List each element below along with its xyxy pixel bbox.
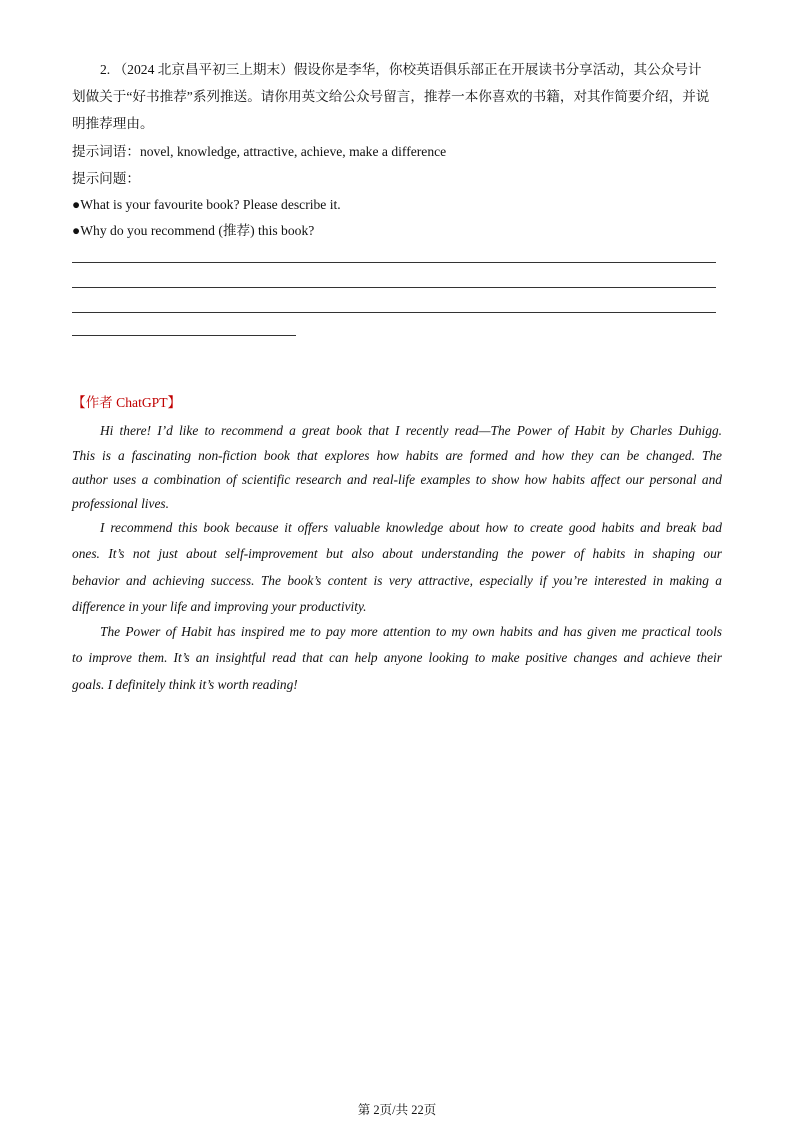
answer-line bbox=[72, 287, 716, 288]
answer-line bbox=[72, 335, 296, 336]
question-line-1: 2. （2024 北京昌平初三上期末）假设你是李华，你校英语俱乐部正在开展读书分享活动，其公众号计 bbox=[100, 62, 702, 77]
essay-line: goals. I definitely think it’s worth reading! bbox=[72, 677, 298, 692]
page-number: 第 2页/共 22页 bbox=[357, 1103, 437, 1117]
hint-words: 提示词语：novel, knowledge, attractive, achieve, make a difference bbox=[72, 144, 447, 159]
essay-line: This is a fascinating non-fiction book that explores how habits are formed and how they can be changed. The bbox=[72, 448, 722, 463]
essay-line: difference in your life and improving your productivity. bbox=[72, 599, 367, 614]
essay-line: professional lives. bbox=[72, 496, 169, 511]
essay-line: author uses a combination of scientific research and real-life examples to show how habits affect our personal and bbox=[72, 472, 722, 487]
essay-line: ones. It’s not just about self-improvement but also about understanding the power of habits in shaping our bbox=[72, 546, 722, 561]
hint-questions-label: 提示问题： bbox=[72, 171, 140, 186]
essay-line: The Power of Habit has inspired me to pay more attention to my own habits and has given me practical tools bbox=[100, 624, 722, 639]
hint-question-2: ●Why do you recommend (推荐) this book? bbox=[72, 223, 315, 238]
hint-question-1: ●What is your favourite book? Please describe it. bbox=[72, 197, 341, 212]
answer-line bbox=[72, 312, 716, 313]
essay-line: I recommend this book because it offers valuable knowledge about how to create good habits and break bad bbox=[100, 520, 722, 535]
essay-line: Hi there! I’d like to recommend a great book that I recently read—The Power of Habit by Charles Duhigg. bbox=[100, 423, 722, 438]
essay-line: behavior and achieving success. The book’s content is very attractive, especially if you’re interested in making a bbox=[72, 573, 722, 588]
author-tag: 【作者 ChatGPT】 bbox=[72, 395, 182, 410]
answer-line bbox=[72, 262, 716, 263]
question-line-3: 明推荐理由。 bbox=[72, 116, 154, 131]
question-line-2: 划做关于“好书推荐”系列推送。请你用英文给公众号留言，推荐一本你喜欢的书籍，对其作简要介绍，并说 bbox=[72, 89, 710, 104]
essay-line: to improve them. It’s an insightful read that can help anyone looking to make positive changes and achieve their bbox=[72, 650, 722, 665]
